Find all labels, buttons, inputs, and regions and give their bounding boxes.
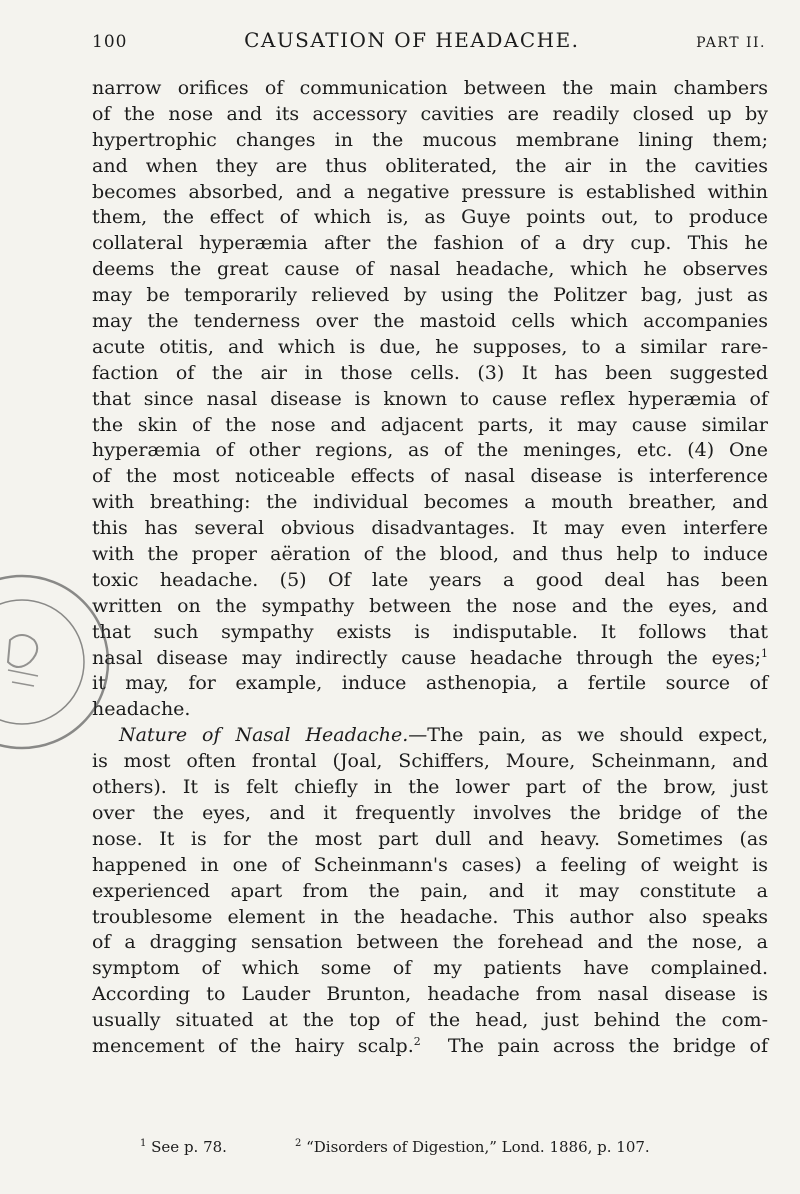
text-line: toxic headache. (5) Of late years a good deal has been <box>92 568 768 591</box>
text-line: acute otitis, and which is due, he supposes, to a similar rare- <box>92 335 768 358</box>
text-line: headache. <box>92 698 191 721</box>
library-stamp-icon <box>0 570 115 755</box>
footnote-text: “Disorders of Digestion,” Lond. 1886, p. 107. <box>301 1138 650 1156</box>
text-line: may the tenderness over the mastoid cells which accompanies <box>92 310 768 333</box>
part-label: PART II. <box>696 35 766 51</box>
text-line: that such sympathy exists is indisputable. It follows that <box>92 620 768 643</box>
footnotes <box>140 1138 760 1156</box>
text-line: hyperæmia of other regions, as of the meninges, etc. (4) One <box>92 439 768 462</box>
footnote-1 <box>140 1138 227 1156</box>
text-line: usually situated at the top of the head, just behind the com- <box>92 1009 768 1032</box>
line-text: The pain across the bridge of <box>420 1034 768 1057</box>
text-line: of the most noticeable effects of nasal disease is interference <box>92 465 768 488</box>
line-text: nasal disease may indirectly cause headache through the eyes; <box>92 646 761 669</box>
footnote-ref: 1 <box>761 646 768 660</box>
section-heading: Nature of Nasal Headache. <box>119 724 409 747</box>
text-line: faction of the air in those cells. (3) It has been suggested <box>92 361 768 384</box>
running-title: CAUSATION OF HEADACHE. <box>244 28 580 52</box>
line-text: —The pain, as we should expect, <box>408 724 768 747</box>
text-line: becomes absorbed, and a negative pressure is established within <box>92 180 768 203</box>
text-line: According to Lauder Brunton, headache from nasal disease is <box>92 983 768 1006</box>
text-line: troublesome element in the headache. This author also speaks <box>92 905 768 928</box>
text-line: hypertrophic changes in the mucous membrane lining them; <box>92 128 768 151</box>
text-line: symptom of which some of my patients have complained. <box>92 957 768 980</box>
text-line: is most often frontal (Joal, Schiffers, Moure, Scheinmann, and <box>92 750 768 773</box>
footnote-mark: 1 <box>140 1138 147 1149</box>
text-line <box>92 1034 768 1060</box>
footnote-2 <box>295 1138 650 1156</box>
text-line: of a dragging sensation between the forehead and the nose, a <box>92 931 768 954</box>
running-head <box>92 28 766 58</box>
text-line: of the nose and its accessory cavities are readily closed up by <box>92 102 768 125</box>
text-line <box>92 646 768 672</box>
footnote-ref: 2 <box>413 1034 421 1048</box>
text-line: and when they are thus obliterated, the air in the cavities <box>92 154 768 177</box>
text-line: narrow orifices of communication between the main chambers <box>92 77 768 99</box>
text-line: them, the effect of which is, as Guye points out, to produce <box>92 206 768 229</box>
text-line: over the eyes, and it frequently involves the bridge of the <box>92 801 768 824</box>
text-line: nose. It is for the most part dull and heavy. Sometimes (as <box>92 827 768 850</box>
text-line: that since nasal disease is known to cause reflex hyperæmia of <box>92 387 768 410</box>
text-line: it may, for example, induce asthenopia, a fertile source of <box>92 672 768 695</box>
text-line: happened in one of Scheinmann's cases) a feeling of weight is <box>92 853 768 876</box>
text-line: may be temporarily relieved by using the Politzer bag, just as <box>92 284 768 307</box>
text-line: with the proper aëration of the blood, and thus help to induce <box>92 543 768 566</box>
footnote-mark: 2 <box>294 1138 302 1149</box>
footnote-text: See p. 78. <box>146 1138 227 1156</box>
page-number: 100 <box>92 32 128 52</box>
paragraph-start <box>92 723 768 749</box>
text-line: the skin of the nose and adjacent parts, it may cause similar <box>92 413 768 436</box>
text-line: this has several obvious disadvantages. It may even interfere <box>92 517 768 540</box>
text-line: written on the sympathy between the nose and the eyes, and <box>92 594 768 617</box>
text-line: with breathing: the individual becomes a mouth breather, and <box>92 491 768 514</box>
text-line: experienced apart from the pain, and it may constitute a <box>92 879 768 902</box>
text-line: others). It is felt chiefly in the lower part of the brow, just <box>92 776 768 799</box>
line-text: mencement of the hairy scalp. <box>92 1034 414 1057</box>
text-line: deems the great cause of nasal headache, which he observes <box>92 258 768 281</box>
text-line: collateral hyperæmia after the fashion of a dry cup. This he <box>92 232 768 255</box>
body-text <box>92 76 768 1060</box>
